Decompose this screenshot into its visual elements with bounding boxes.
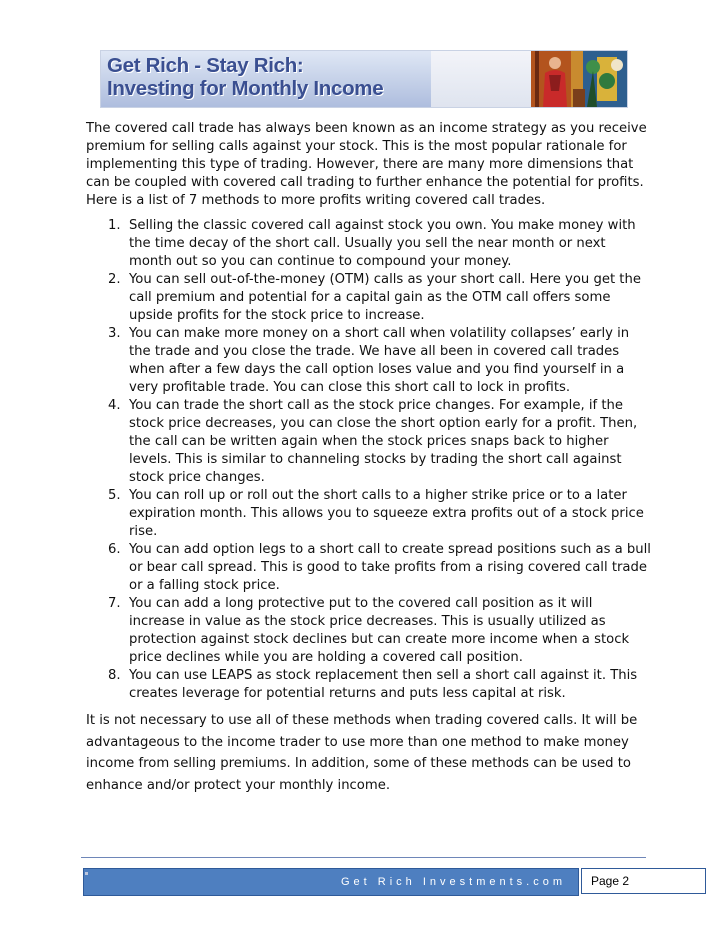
list-item-number: 2. [108,272,121,287]
list-item [86,595,651,667]
banner-title [107,54,383,100]
banner-illustration [531,51,627,107]
list-item-number: 4. [108,398,121,413]
header-banner [100,50,628,108]
list-item-number: 1. [108,218,121,233]
page-number: Page 2 [581,868,706,894]
list-item-text: You can use LEAPS as stock replacement then sell a short call against it. This creates leverage for potential returns and puts less capital at risk. [129,668,638,701]
intro-paragraph: The covered call trade has always been known as an income strategy as you receive premium for selling calls against your stock. This is the most popular rationale for implementing this type of trading. However, there are many more dimensions that can be coupled with covered call trading to further enhance the potential for profits. Here is a list of 7 methods to more profits writing covered call trades. [86,121,647,208]
list-item [86,271,651,325]
list-item [86,487,651,541]
list-item-text: You can sell out-of-the-money (OTM) calls as your short call. Here you get the call premium and potential for a capital gain as the OTM call offers some upside profits for the stock price to increase. [129,272,641,323]
list-item-text: Selling the classic covered call against stock you own. You make money with the time decay of the short call. Usually you sell the near month or next month out so you can continue to compound your money. [129,218,636,269]
list-item-number: 5. [108,488,121,503]
banner-title-line-1: Get Rich - Stay Rich: [107,54,304,77]
list-item-number: 7. [108,596,121,611]
article-body [86,120,651,796]
banner-title-panel [101,51,431,107]
methods-list [86,217,651,703]
list-item-text: You can add option legs to a short call to create spread positions such as a bull or bear call spread. This is good to take profits from a rising covered call trade or a falling stock price. [129,542,651,593]
list-item-text: You can trade the short call as the stock price changes. For example, if the stock price decreases, you can close the short option early for a profit. Then, the call can be written again when the stock prices snaps back to higher levels. This is similar to channeling stocks by trading the short call against stock price changes. [129,398,638,485]
list-item [86,217,651,271]
footer-divider [81,857,646,858]
footer-site-name: Get Rich Investments.com [341,876,566,888]
list-item-text: You can add a long protective put to the covered call position as it will increase in value as the stock price decreases. This is usually utilized as protection against stock declines but can create more income when a stock price declines while you are holding a covered call position. [129,596,630,665]
list-item-text: You can roll up or roll out the short calls to a higher strike price or to a later expiration month. This allows you to squeeze extra profits out of a stock price rise. [129,488,644,539]
list-item [86,397,651,487]
footer-bar [83,868,579,896]
list-item [86,541,651,595]
banner-spacer [431,51,531,107]
list-item-text: You can make more money on a short call when volatility collapses’ early in the trade and you close the trade. We have all been in covered call trades when after a few days the call option loses value and you find yourself in a very profitable trade. You can close this short call to lock in profits. [129,326,630,395]
list-item-number: 3. [108,326,121,341]
closing-paragraph: It is not necessary to use all of these methods when trading covered calls. It will be advantageous to the income trader to use more than one method to make money income from selling premiums. In addition, some of these methods can be used to enhance and/or protect your monthly income. [86,713,638,793]
list-item [86,325,651,397]
list-item-number: 8. [108,668,121,683]
list-item-number: 6. [108,542,121,557]
list-item [86,667,651,703]
footer-corner-mark [85,872,88,875]
banner-title-line-2: Investing for Monthly Income [107,77,384,100]
